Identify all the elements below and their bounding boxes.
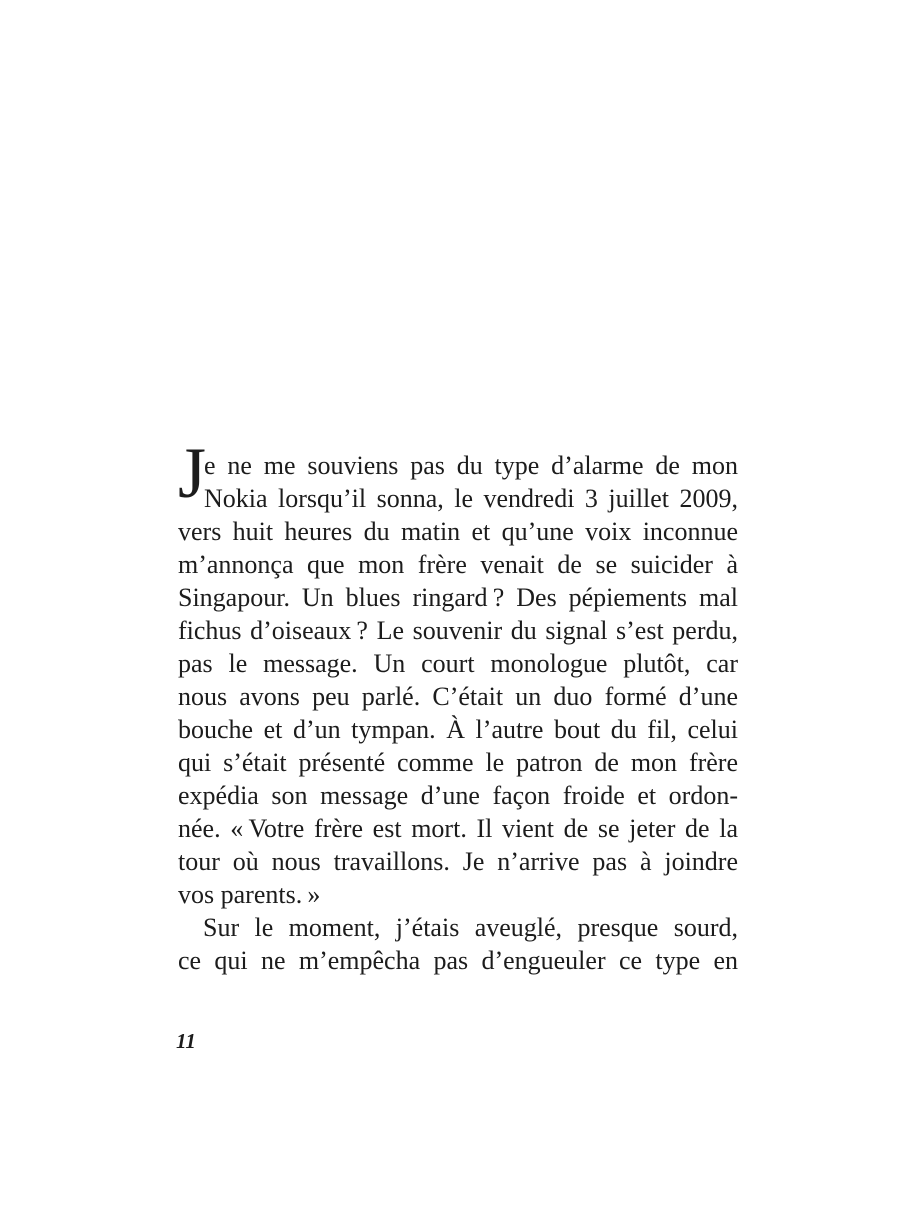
text-line: Nokia lorsqu’il sonna, le vendredi 3 juillet 2009, — [204, 484, 738, 513]
text-line: qui s’était présenté comme le patron de mon frère — [178, 748, 738, 777]
text-line: vos parents. » — [178, 880, 321, 909]
text-line: expédia son message d’une façon froide et ordon- — [178, 781, 738, 810]
text-line: fichus d’oiseaux ? Le souvenir du signal s’est perdu, — [178, 616, 738, 645]
text-line: m’annonça que mon frère venait de se suicider à — [178, 550, 738, 579]
page-text-block — [178, 433, 738, 977]
text-line: tour où nous travaillons. Je n’arrive pas à joindre — [178, 847, 738, 876]
text-line: Singapour. Un blues ringard ? Des pépiements mal — [178, 583, 738, 612]
text-line: vers huit heures du matin et qu’une voix inconnue — [178, 517, 738, 546]
text-line: bouche et d’un tympan. À l’autre bout du fil, celui — [178, 715, 738, 744]
text-line: e ne me souviens pas du type d’alarme de mon — [204, 451, 738, 480]
page-number: 11 — [176, 1029, 196, 1053]
text-line: née. « Votre frère est mort. Il vient de se jeter de la — [178, 814, 738, 843]
body-text — [178, 449, 738, 977]
drop-cap-letter: J — [178, 433, 207, 513]
text-line: pas le message. Un court monologue plutôt, car — [178, 649, 738, 678]
text-line: nous avons peu parlé. C’était un duo formé d’une — [178, 682, 738, 711]
text-line: Sur le moment, j’étais aveuglé, presque sourd, — [203, 913, 738, 942]
text-line: ce qui ne m’empêcha pas d’engueuler ce type en — [178, 946, 738, 975]
